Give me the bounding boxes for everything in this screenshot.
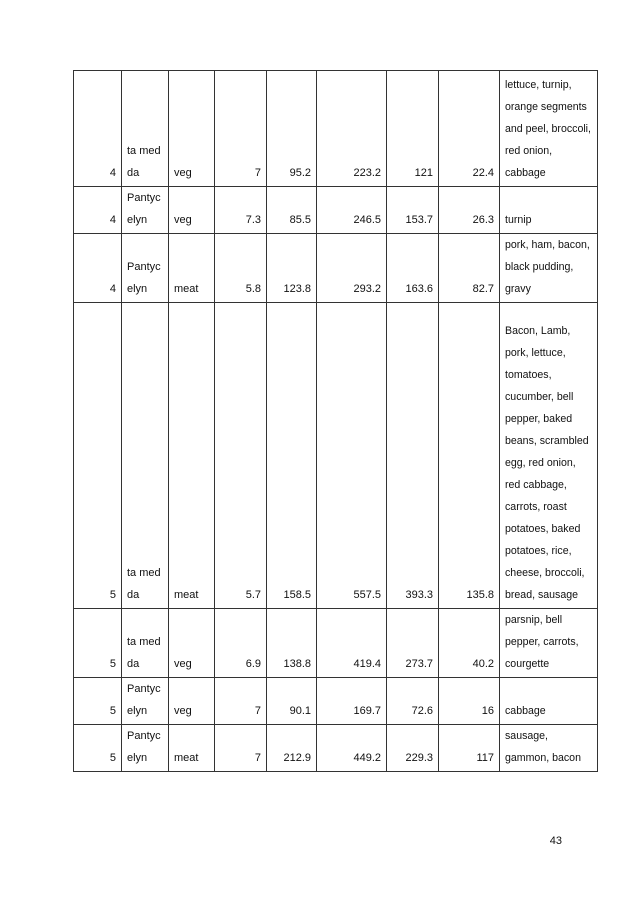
cell-type: meat	[169, 725, 215, 772]
cell-value-2: 158.5	[267, 303, 317, 609]
table-row	[74, 609, 598, 678]
cell-value-5: 16	[439, 678, 500, 725]
cell-value-3: 293.2	[317, 234, 387, 303]
cell-value-4: 72.6	[387, 678, 439, 725]
cell-value-4: 229.3	[387, 725, 439, 772]
cell-location: ta med da	[122, 303, 169, 609]
cell-foods: pork, ham, bacon, black pudding, gravy	[500, 234, 598, 303]
cell-value-5: 40.2	[439, 609, 500, 678]
cell-foods: cabbage	[500, 678, 598, 725]
cell-value-1: 7	[215, 678, 267, 725]
cell-location: ta med da	[122, 609, 169, 678]
cell-location: Pantyc elyn	[122, 234, 169, 303]
cell-value-3: 246.5	[317, 187, 387, 234]
page-number: 43	[549, 835, 562, 847]
cell-value-3: 557.5	[317, 303, 387, 609]
cell-value-2: 138.8	[267, 609, 317, 678]
cell-id: 5	[74, 725, 122, 772]
cell-value-1: 6.9	[215, 609, 267, 678]
cell-value-5: 82.7	[439, 234, 500, 303]
cell-value-5: 26.3	[439, 187, 500, 234]
cell-value-5: 22.4	[439, 71, 500, 187]
table-row	[74, 234, 598, 303]
table-row	[74, 187, 598, 234]
cell-value-1: 7	[215, 71, 267, 187]
cell-value-4: 273.7	[387, 609, 439, 678]
cell-foods: turnip	[500, 187, 598, 234]
cell-value-3: 449.2	[317, 725, 387, 772]
cell-value-4: 153.7	[387, 187, 439, 234]
cell-value-3: 419.4	[317, 609, 387, 678]
cell-location: Pantyc elyn	[122, 678, 169, 725]
cell-value-2: 123.8	[267, 234, 317, 303]
cell-type: veg	[169, 609, 215, 678]
cell-foods: sausage, gammon, bacon	[500, 725, 598, 772]
cell-type: veg	[169, 678, 215, 725]
data-table	[73, 70, 598, 772]
cell-foods: lettuce, turnip, orange segments and peel, broccoli, red onion, cabbage	[500, 71, 598, 187]
cell-value-4: 121	[387, 71, 439, 187]
cell-location: Pantyc elyn	[122, 187, 169, 234]
cell-type: veg	[169, 71, 215, 187]
cell-value-4: 393.3	[387, 303, 439, 609]
cell-value-1: 5.8	[215, 234, 267, 303]
table-row	[74, 303, 598, 609]
cell-foods: Bacon, Lamb, pork, lettuce, tomatoes, cucumber, bell pepper, baked beans, scrambled egg, red onion, red cabbage, carrots, roast potatoes, baked potatoes, rice, cheese, broccoli, bread, sausage	[500, 303, 598, 609]
cell-value-1: 7	[215, 725, 267, 772]
cell-value-3: 169.7	[317, 678, 387, 725]
cell-foods: parsnip, bell pepper, carrots, courgette	[500, 609, 598, 678]
cell-location: Pantyc elyn	[122, 725, 169, 772]
cell-value-2: 95.2	[267, 71, 317, 187]
cell-value-2: 85.5	[267, 187, 317, 234]
cell-value-4: 163.6	[387, 234, 439, 303]
cell-id: 5	[74, 609, 122, 678]
cell-id: 4	[74, 234, 122, 303]
table-row	[74, 678, 598, 725]
cell-value-5: 135.8	[439, 303, 500, 609]
cell-type: veg	[169, 187, 215, 234]
cell-type: meat	[169, 303, 215, 609]
cell-value-3: 223.2	[317, 71, 387, 187]
cell-id: 4	[74, 187, 122, 234]
cell-value-2: 212.9	[267, 725, 317, 772]
cell-id: 5	[74, 303, 122, 609]
cell-id: 5	[74, 678, 122, 725]
cell-value-5: 117	[439, 725, 500, 772]
cell-value-1: 7.3	[215, 187, 267, 234]
table-row	[74, 71, 598, 187]
cell-value-2: 90.1	[267, 678, 317, 725]
cell-type: meat	[169, 234, 215, 303]
cell-id: 4	[74, 71, 122, 187]
cell-location: ta med da	[122, 71, 169, 187]
table-row	[74, 725, 598, 772]
cell-value-1: 5.7	[215, 303, 267, 609]
